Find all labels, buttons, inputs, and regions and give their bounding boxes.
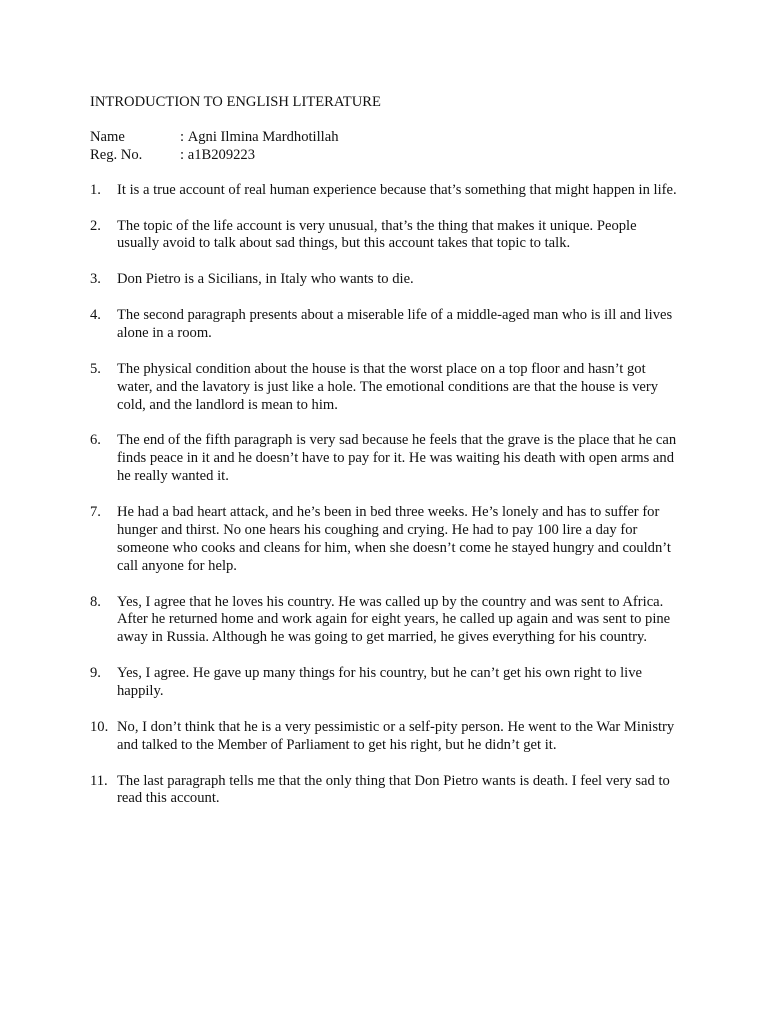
answer-number: 2.: [90, 217, 101, 234]
answer-text: No, I don’t think that he is a very pessimistic or a self-pity person. He went to the War Ministry and talked to the Member of Parliament to get his right, but he didn’t get it.: [117, 718, 675, 753]
answer-text: It is a true account of real human experience because that’s something that might happen in life.: [117, 181, 677, 198]
name-separator: :: [180, 129, 185, 145]
document-page: [90, 94, 690, 826]
answer-item-9: [90, 665, 690, 701]
answer-text: Yes, I agree. He gave up many things for his country, but he can’t get his own right to live happily.: [117, 665, 643, 700]
answer-number: 8.: [90, 593, 101, 610]
answer-text: The last paragraph tells me that the only thing that Don Pietro wants is death. I feel very sad to read this account.: [117, 772, 670, 807]
answer-item-7: [90, 504, 690, 576]
answer-number: 6.: [90, 432, 101, 449]
answer-item-2: [90, 218, 690, 254]
student-info: [90, 129, 690, 165]
reg-no-row: [90, 147, 690, 165]
answer-item-6: [90, 432, 690, 486]
name-row: [90, 129, 690, 147]
reg-no-value: a1B209223: [187, 146, 256, 163]
answer-number: 11.: [90, 772, 108, 789]
answer-item-10: [90, 719, 690, 755]
answer-text: The physical condition about the house is that the worst place on a top floor and hasn’t got water, and the lavatory is just like a hole. The emotional conditions are that the house is very cold, and the landlord is mean to him.: [117, 360, 658, 413]
answer-item-3: [90, 271, 690, 289]
answer-number: 9.: [90, 665, 101, 682]
answer-text: The end of the fifth paragraph is very sad because he feels that the grave is the place that he can finds peace in it and he doesn’t have to pay for it. He was waiting his death with open arms and he really wanted it.: [117, 432, 677, 485]
document-title: INTRODUCTION TO ENGLISH LITERATURE: [90, 94, 381, 110]
answer-text: Don Pietro is a Sicilians, in Italy who wants to die.: [117, 271, 414, 288]
answer-number: 4.: [90, 307, 101, 324]
answer-text: Yes, I agree that he loves his country. He was called up by the country and was sent to Africa. After he returned home and work again for eight years, he called up again and was sent to pine away in Russia. Although he was going to get married, he gives everything for his country.: [117, 593, 671, 646]
answer-number: 7.: [90, 504, 101, 520]
name-label: Name: [90, 129, 125, 145]
name-value: Agni Ilmina Mardhotillah: [187, 129, 339, 145]
answer-list: [90, 182, 690, 809]
reg-no-label: Reg. No.: [90, 146, 143, 163]
answer-text: He had a bad heart attack, and he’s been in bed three weeks. He’s lonely and has to suffer for hunger and thirst. No one hears his coughing and crying. He had to pay 100 lire a day for someone who cooks and cleans for him, when she doesn’t come he stayed hungry and couldn’t call anyone for help.: [117, 504, 671, 574]
answer-number: 5.: [90, 360, 101, 377]
answer-text: The topic of the life account is very unusual, that’s the thing that makes it unique. People usually avoid to talk about sad things, but this account takes that topic to talk.: [117, 217, 637, 252]
answer-item-8: [90, 594, 690, 648]
answer-item-5: [90, 361, 690, 415]
answer-item-1: [90, 182, 690, 200]
answer-item-4: [90, 307, 690, 343]
answer-item-11: [90, 773, 690, 809]
answer-number: 10.: [90, 718, 109, 735]
answer-number: 3.: [90, 271, 101, 288]
answer-text: The second paragraph presents about a miserable life of a middle-aged man who is ill and lives alone in a room.: [117, 307, 673, 341]
answer-number: 1.: [90, 181, 101, 198]
reg-no-separator: :: [180, 146, 185, 163]
